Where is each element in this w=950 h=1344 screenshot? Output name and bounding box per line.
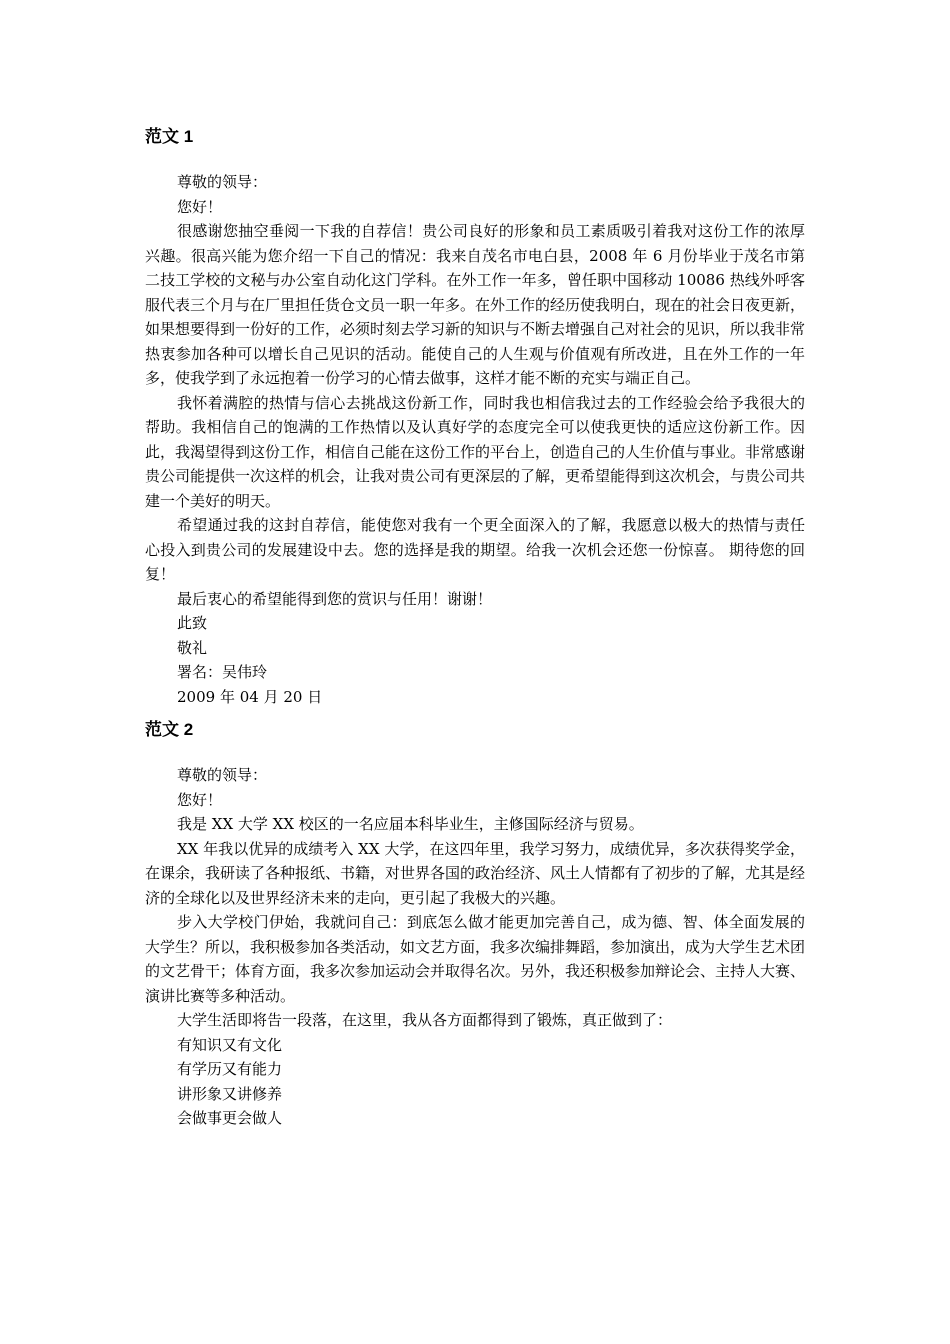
paragraph: 大学生活即将告一段落，在这里，我从各方面都得到了锻炼，真正做到了： (177, 1011, 673, 1029)
paragraph: 希望通过我的这封自荐信，能使您对我有一个更全面深入的了解，我愿意以极大的热情与责任心投入到贵公司的发展建设中去。您的选择是我的期望。给我一次机会还您一份惊喜。 期待您的回复！ (145, 516, 805, 583)
salutation: 尊敬的领导： (177, 173, 268, 191)
signature-line: 署名：吴伟玲 (177, 663, 268, 681)
closing-line: 此致 (177, 614, 208, 632)
closing-line: 最后衷心的希望能得到您的赏识与任用！谢谢！ (177, 589, 493, 608)
list-item: 有学历又有能力 (177, 1060, 283, 1078)
paragraph: XX 年我以优异的成绩考入 XX 大学，在这四年里，我学习努力，成绩优异，多次获得奖学金，在课余，我研读了各种报纸、书籍，对世界各国的政治经济、风土人情都有了初步的了解，尤其是经济的全球化以及世界经济未来的走向，更引起了我极大的兴趣。 (145, 839, 806, 907)
paragraph: 我是 XX 大学 XX 校区的一名应届本科毕业生，主修国际经济与贸易。 (177, 815, 644, 833)
greeting: 您好！ (177, 197, 223, 216)
paragraph: 步入大学校门伊始，我就问自己：到底怎么做才能更加完善自己，成为德、智、体全面发展的大学生？所以，我积极参加各类活动，如文艺方面，我多次编排舞蹈，参加演出，成为大学生艺术团的文艺骨干；体育方面，我多次参加运动会并取得名次。另外，我还积极参加辩论会、主持人大赛、演讲比赛等多种活动。 (145, 913, 806, 1005)
closing-line: 敬礼 (177, 638, 208, 657)
list-item: 会做事更会做人 (177, 1109, 283, 1127)
paragraph: 我怀着满腔的热情与信心去挑战这份新工作，同时我也相信我过去的工作经验会给予我很大的帮助。我相信自己的饱满的工作热情以及认真好学的态度完全可以使我更快的适应这份新工作。因此，我渴望得到这份工作，相信自己能在这份工作的平台上，创造自己的人生价值与事业。非常感谢贵公司能提供一次这样的机会，让我对贵公司有更深层的了解，更希望能得到这次机会，与贵公司共建一个美好的明天。 (145, 393, 806, 510)
paragraph: 很感谢您抽空垂阅一下我的自荐信！贵公司良好的形象和员工素质吸引着我对这份工作的浓厚兴趣。很高兴能为您介绍一下自己的情况：我来自茂名市电白县，2008 年 6 月份毕业于茂名市第二技工学校的文秘与办公室自动化这门学科。在外工作一年多，曾任职中国移动 10086 热线外呼客服代表三个月与在厂里担任货仓文员一职一年多。在外工作的经历使我明白，现在的社会日夜更新，如果想要得到一份好的工作，必须时刻去学习新的知识与不断去增强自己对社会的见识，所以我非常热衷参加各种可以增长自己见识的活动。能使自己的人生观与价值观有所改进，且在外工作的一年多，使我学到了永远抱着一份学习的心情去做事，这样才能不断的充实与端正自己。 (145, 222, 806, 387)
list-item: 有知识又有文化 (177, 1035, 283, 1054)
document-page (145, 124, 805, 1131)
sample-1-heading: 范文 1 (145, 127, 194, 146)
salutation: 尊敬的领导： (177, 766, 268, 784)
greeting: 您好！ (177, 790, 223, 809)
list-item: 讲形象又讲修养 (177, 1084, 283, 1103)
sample-2-heading: 范文 2 (145, 720, 194, 739)
date-line: 2009 年 04 月 20 日 (177, 687, 323, 706)
